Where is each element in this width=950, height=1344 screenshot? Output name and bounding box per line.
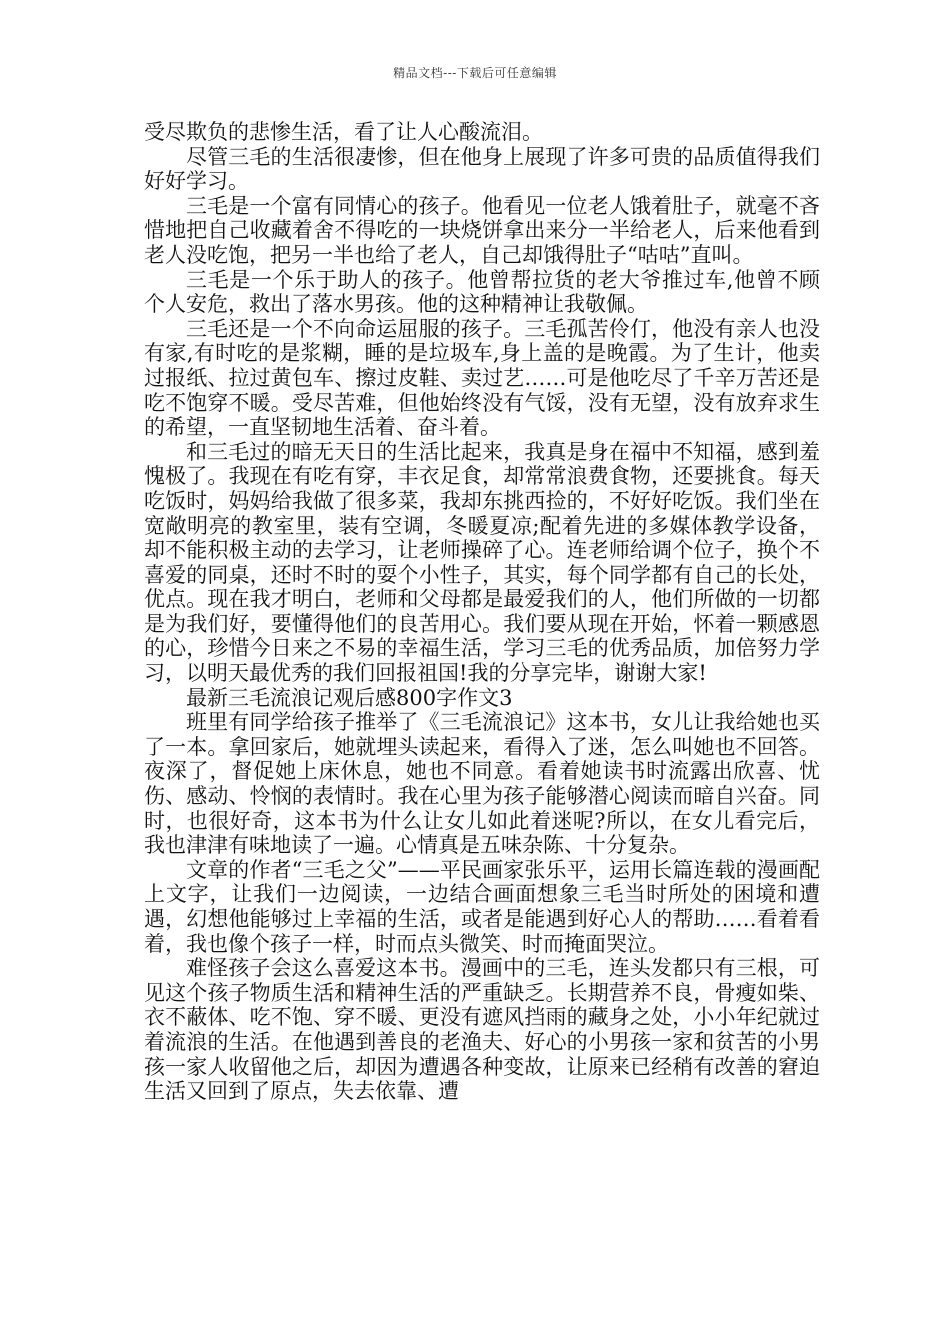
paragraph: 三毛还是一个不向命运屈服的孩子。三毛孤苦伶仃，他没有亲人也没有家,有时吃的是浆糊，睡的是垃圾车,身上盖的是晚霞。为了生计，他卖过报纸、拉过黄包车、擦过皮鞋、卖过艺……可是他吃尽了千辛万苦还是吃不饱穿不暖。受尽苦难，但他始终没有气馁，没有无望，没有放弃求生的希望，一直坚韧地生活着、奋斗着。 [144,316,820,440]
paragraph: 难怪孩子会这么喜爱这本书。漫画中的三毛，连头发都只有三根，可见这个孩子物质生活和精神生活的严重缺乏。长期营养不良，骨瘦如柴、衣不蔽体、吃不饱、穿不暖、更没有遮风挡雨的藏身之处，小小年纪就过着流浪的生活。在他遇到善良的老渔夫、好心的小男孩一家和贫苦的小男孩一家人收留他之后，却因为遭遇各种变故，让原来已经稍有改善的窘迫生活又回到了原点，失去依靠、遭 [144,956,820,1104]
section-heading: 最新三毛流浪记观后感800字作文3 [186,685,513,710]
paragraph: 文章的作者“三毛之父”——平民画家张乐平，运用长篇连载的漫画配上文字，让我们一边阅读，一边结合画面想象三毛当时所处的困境和遭遇，幻想他能够过上幸福的生活，或者是能遇到好心人的帮助……看着看着，我也像个孩子一样，时而点头微笑、时而掩面哭泣。 [144,857,820,956]
paragraph: 三毛是一个富有同情心的孩子。他看见一位老人饿着肚子，就毫不吝惜地把自己收藏着舍不得吃的一块烧饼拿出来分一半给老人，后来他看到老人没吃饱，把另一半也给了老人，自己却饿得肚子“咕咕”直叫。 [144,193,820,267]
paragraph: 班里有同学给孩子推举了《三毛流浪记》这本书，女儿让我给她也买了一本。拿回家后，她就埋头读起来，看得入了迷，怎么叫她也不回答。夜深了，督促她上床休息，她也不同意。看着她读书时流露出欣喜、忧伤、感动、怜悯的表情时。我在心里为孩子能够潜心阅读而暗自兴奋。同时，也很好奇，这本书为什么让女儿如此着迷呢?所以，在女儿看完后，我也津津有味地读了一遍。心情真是五味杂陈、十分复杂。 [144,710,820,858]
paragraph: 和三毛过的暗无天日的生活比起来，我真是身在福中不知福，感到羞愧极了。我现在有吃有穿，丰衣足食，却常常浪费食物，还要挑食。每天吃饭时，妈妈给我做了很多菜，我却东挑西捡的，不好好吃饭。我们坐在宽敞明亮的教室里，装有空调，冬暖夏凉;配着先进的多媒体教学设备，却不能积极主动的去学习，让老师操碎了心。连老师给调个位子，换个不喜爱的同桌，还时不时的耍个小性子，其实，每个同学都有自己的长处，优点。现在我才明白，老师和父母都是最爱我们的人，他们所做的一切都是为我们好，要懂得他们的良苦用心。我们要从现在开始，怀着一颗感恩的心，珍惜今日来之不易的幸福生活，学习三毛的优秀品质，加倍努力学习，以明天最优秀的我们回报祖国!我的分享完毕，谢谢大家! [144,439,820,686]
document-body [144,120,820,1104]
paragraph: 三毛是一个乐于助人的孩子。他曾帮拉货的老大爷推过车,他曾不顾个人安危，救出了落水男孩。他的这种精神让我敬佩。 [144,267,820,317]
paragraph: 尽管三毛的生活很凄惨，但在他身上展现了许多可贵的品质值得我们好好学习。 [144,144,820,194]
page-header: 精品文档---下载后可任意编辑 [393,66,557,80]
paragraph: 受尽欺负的悲惨生活，看了让人心酸流泪。 [144,120,543,144]
